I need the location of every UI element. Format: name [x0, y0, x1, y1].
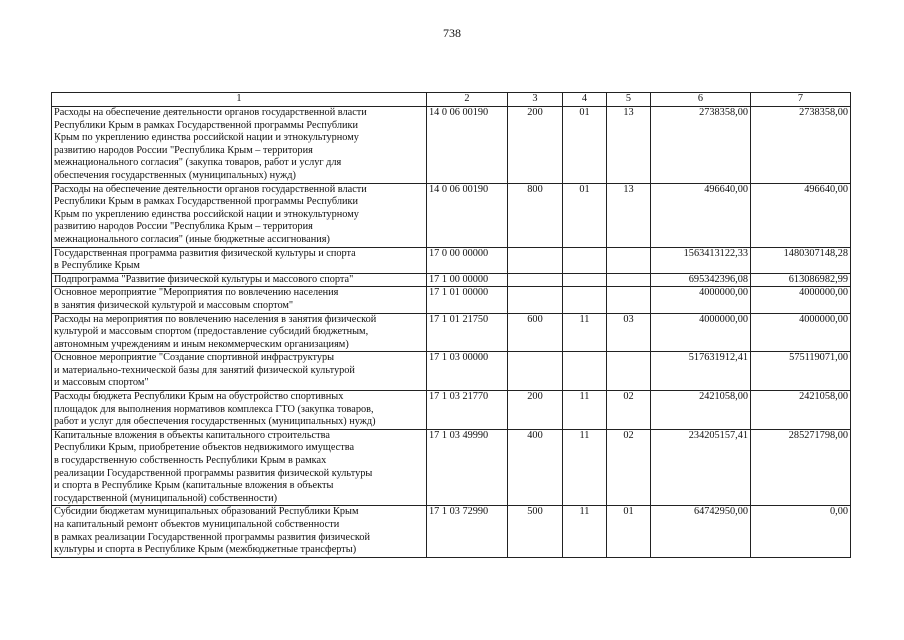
column-header: 6: [651, 93, 751, 107]
budget-table: [51, 92, 851, 558]
row-amount-year2-cell: 2421058,00: [751, 391, 851, 430]
row-amount-year1-cell: 4000000,00: [651, 313, 751, 352]
column-header: 2: [427, 93, 508, 107]
row-amount-year1-cell: 2738358,00: [651, 107, 751, 184]
row-expense-type-cell: [508, 247, 563, 273]
row-name-cell: Основное мероприятие "Мероприятия по вовлечению населения в занятия физической культурой и массовым спортом": [52, 287, 427, 313]
row-subsection-cell: 13: [607, 183, 651, 247]
row-subsection-cell: 01: [607, 506, 651, 557]
row-section-cell: 11: [563, 391, 607, 430]
table-row: [52, 273, 851, 287]
row-expense-type-cell: 400: [508, 429, 563, 506]
column-header: 5: [607, 93, 651, 107]
row-subsection-cell: 13: [607, 107, 651, 184]
table-row: [52, 287, 851, 313]
row-amount-year1-cell: 4000000,00: [651, 287, 751, 313]
row-section-cell: [563, 247, 607, 273]
column-number-row: [52, 93, 851, 107]
row-amount-year2-cell: 285271798,00: [751, 429, 851, 506]
row-expense-type-cell: [508, 273, 563, 287]
row-amount-year1-cell: 517631912,41: [651, 352, 751, 391]
row-subsection-cell: [607, 287, 651, 313]
row-subsection-cell: [607, 247, 651, 273]
row-code-cell: 17 1 03 00000: [427, 352, 508, 391]
row-section-cell: 01: [563, 183, 607, 247]
row-name-cell: Расходы бюджета Республики Крым на обустройство спортивных площадок для выполнения нормативов комплекса ГТО (закупка товаров, работ и услуг для обеспечения государственных (муниципальных) нужд): [52, 391, 427, 430]
row-name-cell: Государственная программа развития физической культуры и спорта в Республике Крым: [52, 247, 427, 273]
table-row: [52, 391, 851, 430]
table-row: [52, 247, 851, 273]
row-expense-type-cell: 200: [508, 107, 563, 184]
row-subsection-cell: [607, 273, 651, 287]
row-subsection-cell: [607, 352, 651, 391]
row-amount-year1-cell: 64742950,00: [651, 506, 751, 557]
table-row: [52, 183, 851, 247]
table-row: [52, 107, 851, 184]
row-code-cell: 17 1 00 00000: [427, 273, 508, 287]
row-section-cell: 11: [563, 313, 607, 352]
row-amount-year2-cell: 1480307148,28: [751, 247, 851, 273]
row-amount-year1-cell: 234205157,41: [651, 429, 751, 506]
row-section-cell: 11: [563, 429, 607, 506]
column-header: 4: [563, 93, 607, 107]
row-expense-type-cell: [508, 352, 563, 391]
row-name-cell: Субсидии бюджетам муниципальных образований Республики Крым на капитальный ремонт объектов муниципальной собственности в рамках реализации Государственной программы развития физической культуры и спорта в Республике Крым (межбюджетные трансферты): [52, 506, 427, 557]
row-name-cell: Основное мероприятие "Создание спортивной инфраструктуры и материально-технической базы для занятий физической культурой и массовым спортом": [52, 352, 427, 391]
row-expense-type-cell: 800: [508, 183, 563, 247]
row-code-cell: 14 0 06 00190: [427, 183, 508, 247]
row-section-cell: [563, 287, 607, 313]
table-row: [52, 352, 851, 391]
column-header: 3: [508, 93, 563, 107]
row-code-cell: 17 1 03 72990: [427, 506, 508, 557]
row-section-cell: 11: [563, 506, 607, 557]
row-amount-year1-cell: 1563413122,33: [651, 247, 751, 273]
row-amount-year2-cell: 4000000,00: [751, 287, 851, 313]
row-name-cell: Расходы на мероприятия по вовлечению населения в занятия физической культурой и массовым спортом (предоставление субсидий бюджетным, автономным учреждениям и иным некоммерческим организациям): [52, 313, 427, 352]
row-subsection-cell: 02: [607, 429, 651, 506]
row-section-cell: [563, 273, 607, 287]
column-header: 1: [52, 93, 427, 107]
table-body: [52, 107, 851, 558]
row-name-cell: Капитальные вложения в объекты капитального строительства Республики Крым, приобретение объектов недвижимого имущества в государственную собственность Республики Крым в рамках реализации Государственной программы развития физической культуры и спорта в Республике Крым (капитальные вложения в объекты государственной (муниципальной) собственности): [52, 429, 427, 506]
table-row: [52, 506, 851, 557]
row-subsection-cell: 03: [607, 313, 651, 352]
row-section-cell: 01: [563, 107, 607, 184]
row-amount-year2-cell: 0,00: [751, 506, 851, 557]
row-expense-type-cell: 200: [508, 391, 563, 430]
row-section-cell: [563, 352, 607, 391]
row-amount-year1-cell: 695342396,08: [651, 273, 751, 287]
row-amount-year1-cell: 2421058,00: [651, 391, 751, 430]
row-amount-year2-cell: 496640,00: [751, 183, 851, 247]
row-amount-year2-cell: 2738358,00: [751, 107, 851, 184]
row-code-cell: 17 1 03 21770: [427, 391, 508, 430]
row-name-cell: Расходы на обеспечение деятельности органов государственной власти Республики Крым в рамках Государственной программы Республики Крым по укреплению единства российской нации и этнокультурному развитию народов России "Республика Крым – территория межнационального согласия" (иные бюджетные ассигнования): [52, 183, 427, 247]
row-expense-type-cell: [508, 287, 563, 313]
row-code-cell: 17 1 01 00000: [427, 287, 508, 313]
table-row: [52, 313, 851, 352]
row-name-cell: Расходы на обеспечение деятельности органов государственной власти Республики Крым в рамках Государственной программы Республики Крым по укреплению единства российской нации и этнокультурному развитию народов России "Республика Крым – территория межнационального согласия" (закупка товаров, работ и услуг для обеспечения государственных (муниципальных) нужд): [52, 107, 427, 184]
column-header: 7: [751, 93, 851, 107]
row-amount-year1-cell: 496640,00: [651, 183, 751, 247]
table-row: [52, 429, 851, 506]
row-name-cell: Подпрограмма "Развитие физической культуры и массового спорта": [52, 273, 427, 287]
row-subsection-cell: 02: [607, 391, 651, 430]
row-code-cell: 17 1 03 49990: [427, 429, 508, 506]
row-code-cell: 17 1 01 21750: [427, 313, 508, 352]
row-amount-year2-cell: 575119071,00: [751, 352, 851, 391]
row-code-cell: 14 0 06 00190: [427, 107, 508, 184]
row-expense-type-cell: 600: [508, 313, 563, 352]
row-code-cell: 17 0 00 00000: [427, 247, 508, 273]
row-expense-type-cell: 500: [508, 506, 563, 557]
row-amount-year2-cell: 613086982,99: [751, 273, 851, 287]
row-amount-year2-cell: 4000000,00: [751, 313, 851, 352]
page-number: 738: [443, 26, 461, 40]
